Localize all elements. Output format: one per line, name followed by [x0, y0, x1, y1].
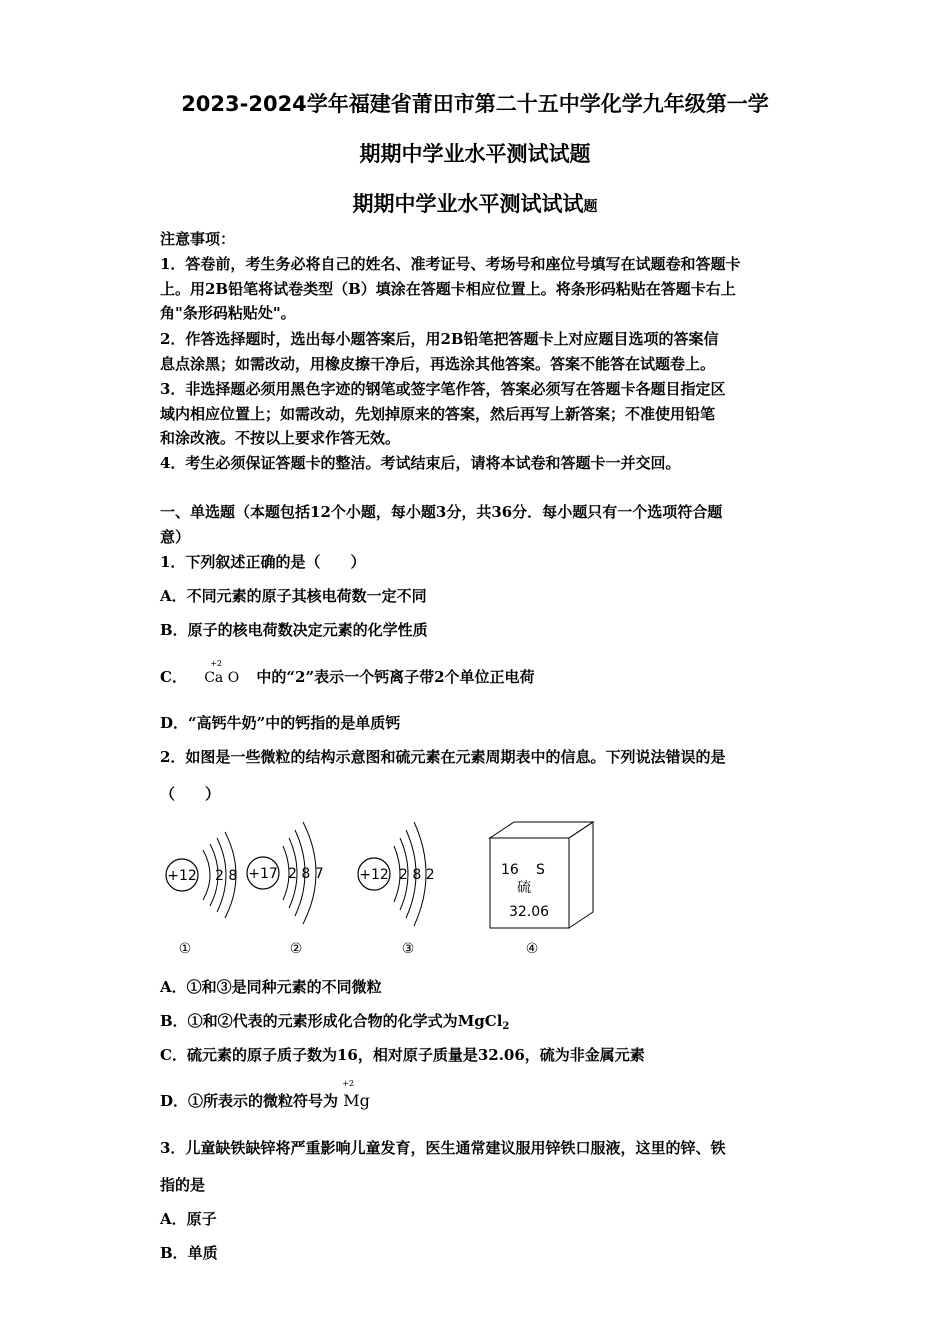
periodic-table-cell-sulfur — [490, 822, 593, 928]
notice-line: 域内相应位置上；如需改动，先划掉原来的答案，然后再写上新答案；不准使用铅笔 — [160, 405, 716, 423]
magnesium-symbol — [342, 1079, 370, 1110]
question-1-option-c — [160, 659, 535, 687]
question-2-stem: 2．如图是一些微粒的结构示意图和硫元素在元素周期表中的信息。下列说法错误的是 — [160, 748, 726, 766]
symbol-text: Mg — [343, 1091, 370, 1110]
exam-title-line-3 — [0, 188, 950, 218]
notice-line: 角"条形码粘贴处"。 — [160, 304, 296, 322]
exam-title-line-2: 期期中学业水平测试试题 — [359, 142, 591, 166]
question-2-option-c: C．硫元素的原子质子数为16，相对原子质量是32.06，硫为非金属元素 — [160, 1046, 645, 1064]
question-2-option-a: A．①和③是同种元素的不同微粒 — [160, 978, 382, 996]
question-1-option-b: B．原子的核电荷数决定元素的化学性质 — [160, 621, 428, 639]
question-1-option-a: A．不同元素的原子其核电荷数一定不同 — [160, 587, 427, 605]
magnesium-charge: +2 — [342, 1079, 355, 1088]
option-b-subscript: 2 — [502, 1021, 510, 1032]
atom-diagram-3 — [358, 822, 435, 926]
section-heading-line-2: 意） — [160, 528, 191, 546]
title-line-3-main: 期期中学业水平测试试试 — [352, 192, 584, 216]
element-symbol: S — [536, 862, 545, 878]
figure-label-3: ③ — [401, 941, 415, 957]
question-1-option-d: D．“高钙牛奶”中的钙指的是单质钙 — [160, 714, 401, 732]
question-2-option-b — [160, 1010, 509, 1032]
atomic-number: 16 — [501, 862, 519, 878]
figure-label-4: ④ — [525, 941, 539, 957]
title-line-3-small: 题 — [583, 199, 598, 215]
notice-line: 2．作答选择题时，选出每小题答案后，用2B铅笔把答题卡上对应题目选项的答案信 — [160, 330, 719, 348]
particle-structure-figure — [155, 808, 615, 968]
option-b-formula: MgCl — [457, 1012, 503, 1030]
electron-shells: 2 8 — [215, 868, 238, 884]
notice-heading: 注意事项： — [160, 230, 236, 248]
atom-diagram-2 — [247, 822, 324, 924]
notice-line: 4．考生必须保证答题卡的整洁。考试结束后，请将本试卷和答题卡一并交回。 — [160, 454, 681, 472]
nucleus-label: +12 — [359, 867, 389, 883]
section-heading-line-1: 一、单选题（本题包括12个小题，每小题3分，共36分．每小题只有一个选项符合题 — [160, 503, 723, 521]
question-3-option-a: A．原子 — [160, 1210, 217, 1228]
question-1-stem: 1．下列叙述正确的是（ ） — [160, 553, 366, 571]
question-3-stem-line-2: 指的是 — [160, 1176, 206, 1194]
nucleus-label: +17 — [248, 866, 278, 882]
nucleus-label: +12 — [167, 868, 197, 884]
atomic-mass: 32.06 — [509, 904, 550, 920]
electron-shells: 2 8 7 — [288, 866, 324, 882]
figure-label-2: ② — [289, 941, 303, 957]
calcium-oxide-formula — [204, 659, 240, 686]
atom-diagram-1 — [166, 832, 237, 918]
question-3-stem-line-1: 3．儿童缺铁缺锌将严重影响儿童发育，医生通常建议服用锌铁口服液，这里的锌、铁 — [160, 1139, 726, 1157]
question-2-option-d — [160, 1079, 370, 1111]
question-2-bracket: （ ） — [160, 785, 221, 803]
figure-label-1: ① — [178, 941, 192, 957]
notice-line: 3．非选择题必须用黑色字迹的钢笔或签字笔作答，答案必须写在答题卡各题目指定区 — [160, 380, 726, 398]
notice-line: 息点涂黑；如需改动，用橡皮擦干净后，再选涂其他答案。答案不能答在试题卷上。 — [160, 355, 716, 373]
notice-line: 1．答卷前，考生务必将自己的姓名、准考证号、考场号和座位号填写在试题卷和答题卡 — [160, 255, 741, 273]
notice-line: 和涂改液。不按以上要求作答无效。 — [160, 429, 401, 447]
notice-line: 上。用2B铅笔将试卷类型（B）填涂在答题卡相应位置上。将条形码粘贴在答题卡右上 — [160, 280, 736, 298]
option-b-text: B．①和②代表的元素形成化合物的化学式为 — [160, 1012, 458, 1030]
option-c-prefix: C． — [160, 668, 187, 686]
electron-shells: 2 8 2 — [399, 867, 435, 883]
option-c-suffix: 中的“2”表示一个钙离子带2个单位正电荷 — [256, 668, 535, 686]
formula-text: Ca O — [204, 670, 240, 686]
question-3-option-b: B．单质 — [160, 1244, 218, 1262]
exam-title-line-1: 2023-2024学年福建省莆田市第二十五中学化学九年级第一学 — [181, 92, 769, 116]
option-d-text: D．①所表示的微粒符号为 — [160, 1092, 339, 1110]
calcium-charge: +2 — [210, 659, 222, 668]
element-name: 硫 — [517, 880, 531, 896]
